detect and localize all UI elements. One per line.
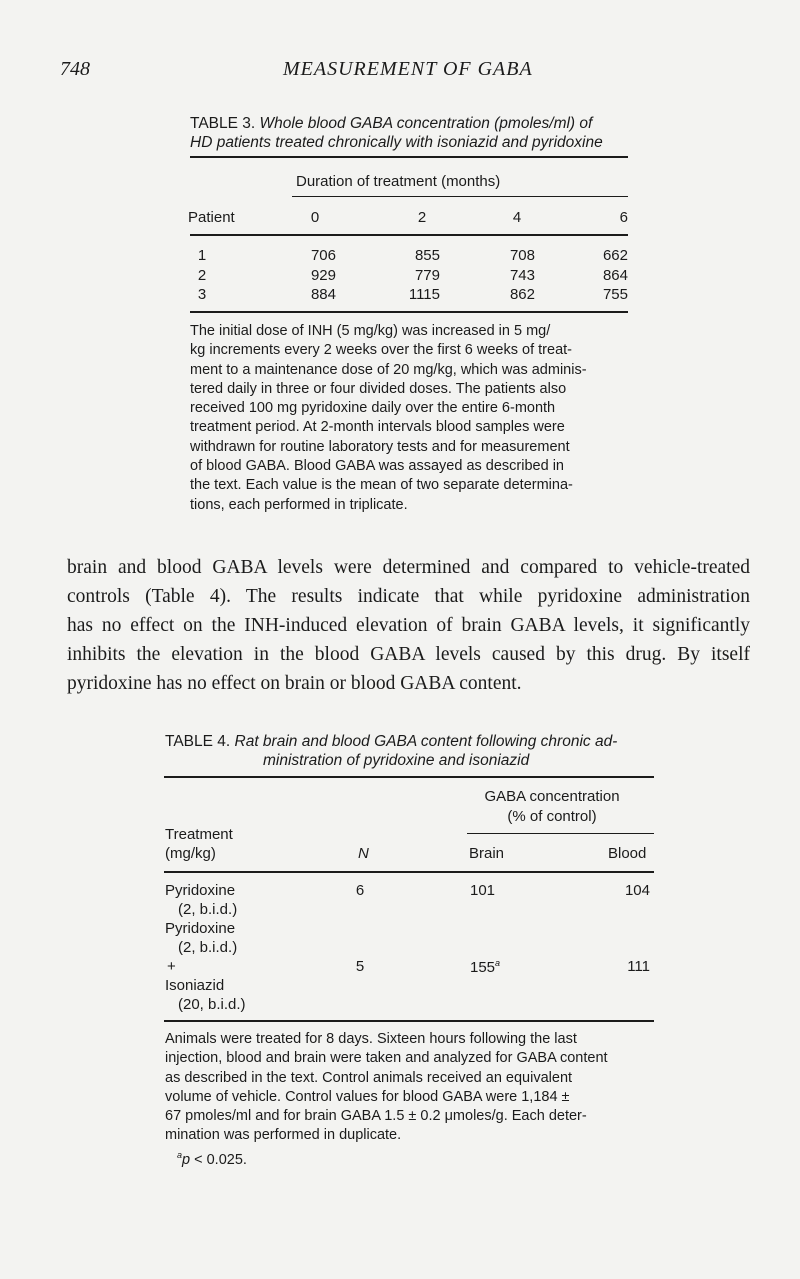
value-month-2: 855 — [414, 247, 440, 264]
table3-spanner-rule — [292, 196, 628, 197]
table4-spanner-line1: GABA concentration — [484, 788, 620, 805]
value-month-4: 708 — [509, 247, 535, 264]
n-value: 5 — [355, 958, 365, 975]
blood-value: 111 — [627, 958, 650, 975]
note-line: ment to a maintenance dose of 20 mg/kg, which was adminis- — [190, 361, 587, 378]
body-line: controls (Table 4). The results indicate that while pyridoxine administration — [67, 586, 750, 607]
table3-header-rule — [190, 234, 628, 236]
table3-spanner: Duration of treatment (months) — [296, 173, 501, 190]
table4-title-line2: ministration of pyridoxine and isoniazid — [263, 752, 530, 769]
n-value: 6 — [355, 882, 365, 899]
page-number: 748 — [60, 58, 90, 80]
treatment-name: Pyridoxine — [165, 920, 236, 937]
table4-header-rule — [164, 871, 654, 873]
footnote-p: p — [182, 1151, 191, 1168]
note-line: as described in the text. Control animals received an equivalent — [165, 1069, 573, 1086]
running-title: MEASUREMENT OF GABA — [283, 58, 533, 80]
table3-top-rule — [190, 156, 628, 158]
table3-note — [190, 322, 628, 515]
table4-col-treatment-line2: (mg/kg) — [165, 845, 216, 862]
brain-value — [470, 958, 500, 976]
note-line: mination was performed in duplicate. — [165, 1127, 402, 1144]
table4-col-n: N — [358, 845, 369, 862]
value-month-0: 929 — [310, 267, 336, 284]
note-line: volume of vehicle. Control values for blood GABA were 1,184 ± — [165, 1088, 570, 1105]
table4-caption — [165, 732, 665, 770]
table4-note — [165, 1030, 655, 1170]
note-line: treatment period. At 2-month intervals blood samples were — [190, 419, 565, 436]
note-line: Animals were treated for 8 days. Sixteen hours following the last — [165, 1031, 577, 1047]
table4-spanner-rule — [467, 833, 654, 834]
note-line: 67 pmoles/ml and for brain GABA 1.5 ± 0.2 μmoles/g. Each deter- — [165, 1108, 587, 1125]
value-month-2: 1115 — [408, 286, 440, 303]
plus-sign: + — [167, 958, 176, 975]
footnote — [165, 1146, 655, 1170]
table4-col-blood: Blood — [608, 845, 647, 862]
note-line: The initial dose of INH (5 mg/kg) was increased in 5 mg/ — [190, 323, 551, 339]
table3-title-line1: Whole blood GABA concentration (pmoles/ml) of — [259, 115, 593, 132]
table3-caption — [190, 114, 650, 152]
treatment-dose: (2, b.i.d.) — [178, 939, 238, 956]
table3-title-line2: HD patients treated chronically with isoniazid and pyridoxine — [190, 134, 603, 151]
table4-top-rule — [164, 776, 654, 778]
significance-mark: a — [495, 958, 501, 968]
value-month-6: 662 — [602, 247, 628, 264]
table4-spanner-line2: (% of control) — [507, 808, 597, 825]
table3-label: TABLE 3. — [190, 115, 256, 132]
value-month-0: 884 — [310, 286, 336, 303]
treatment-dose: (2, b.i.d.) — [178, 901, 238, 918]
treatment-name: Pyridoxine — [165, 882, 236, 899]
note-line: the text. Each value is the mean of two separate determina- — [190, 477, 573, 494]
table3-col-month-4: 4 — [512, 209, 522, 226]
patient-id: 2 — [197, 267, 207, 284]
treatment-dose: (20, b.i.d.) — [178, 996, 246, 1013]
patient-id: 1 — [197, 247, 207, 264]
table3-col-patient: Patient — [188, 209, 235, 226]
table4-col-treatment-line1: Treatment — [165, 826, 233, 843]
note-line: injection, blood and brain were taken and analyzed for GABA content — [165, 1050, 608, 1067]
note-line: tions, each performed in triplicate. — [190, 496, 408, 513]
body-line: has no effect on the INH-induced elevation of brain GABA levels, it significantly — [67, 615, 750, 636]
value-month-6: 864 — [602, 267, 628, 284]
body-paragraph — [67, 553, 750, 698]
body-line: brain and blood GABA levels were determined and compared to vehicle-treated — [67, 557, 750, 578]
table4-bottom-rule — [164, 1020, 654, 1022]
brain-number: 155 — [470, 959, 496, 976]
value-month-4: 862 — [509, 286, 535, 303]
table3-bottom-rule — [190, 311, 628, 313]
table4-title-line1: Rat brain and blood GABA content following chronic ad- — [234, 733, 618, 750]
blood-value: 104 — [624, 882, 650, 899]
brain-value: 101 — [470, 882, 496, 899]
note-line: kg increments every 2 weeks over the first 6 weeks of treat- — [190, 342, 572, 359]
body-line: pyridoxine has no effect on brain or blood GABA content. — [67, 673, 522, 694]
note-line: tered daily in three or four divided doses. The patients also — [190, 380, 567, 397]
patient-id: 3 — [197, 286, 207, 303]
note-line: received 100 mg pyridoxine daily over the entire 6-month — [190, 400, 556, 417]
table4-col-brain: Brain — [469, 845, 505, 862]
note-line: withdrawn for routine laboratory tests and for measurement — [190, 438, 570, 455]
table4-label: TABLE 4. — [165, 733, 231, 750]
table3-col-month-2: 2 — [417, 209, 427, 226]
value-month-4: 743 — [509, 267, 535, 284]
table3-col-month-6: 6 — [619, 209, 628, 226]
table3-col-month-0: 0 — [310, 209, 320, 226]
note-line: of blood GABA. Blood GABA was assayed as described in — [190, 458, 564, 475]
footnote-rest: < 0.025. — [190, 1151, 247, 1168]
footnote-mark: a — [177, 1149, 183, 1160]
body-line: inhibits the elevation in the blood GABA levels caused by this drug. By itself — [67, 644, 750, 665]
treatment-name: Isoniazid — [165, 977, 225, 994]
value-month-2: 779 — [414, 267, 440, 284]
value-month-6: 755 — [602, 286, 628, 303]
value-month-0: 706 — [310, 247, 336, 264]
